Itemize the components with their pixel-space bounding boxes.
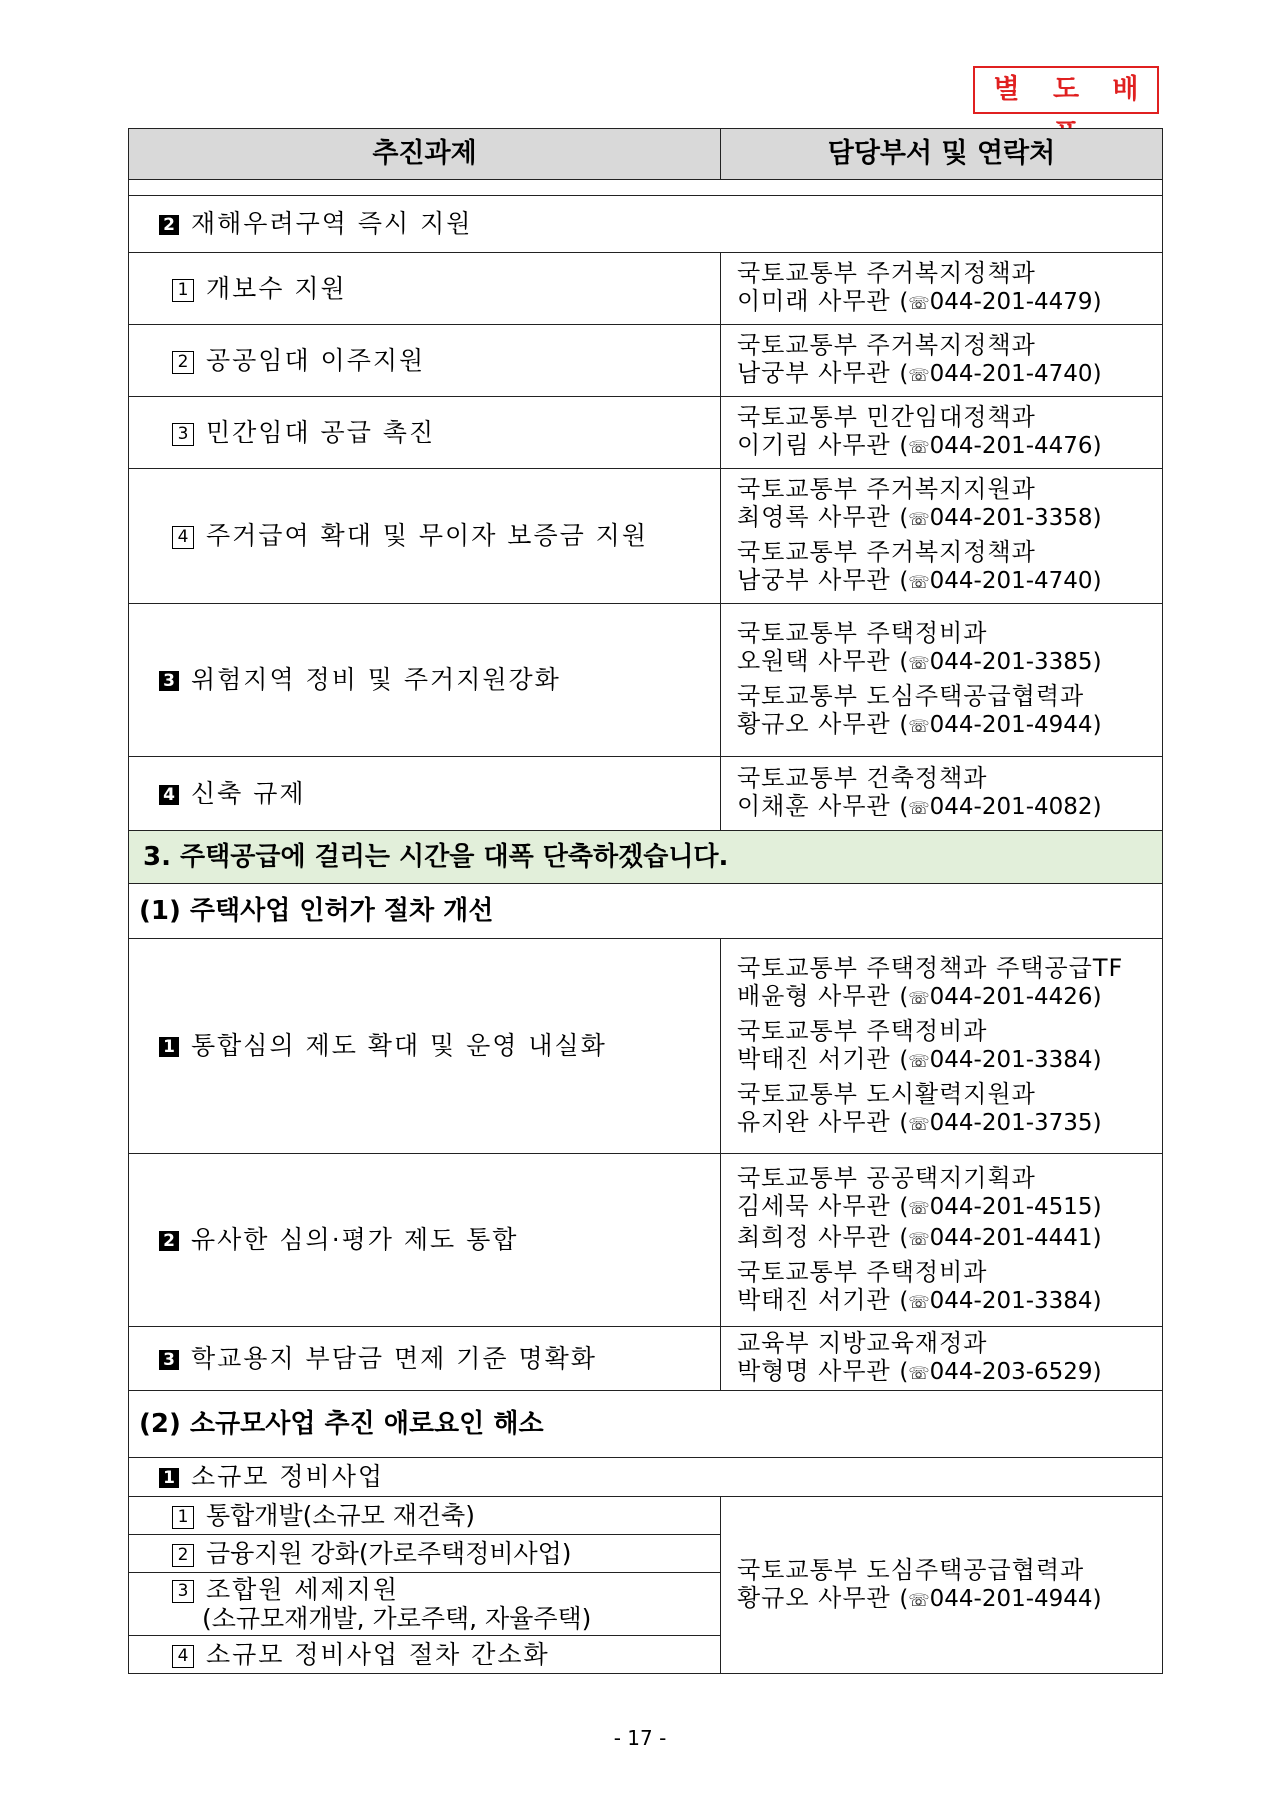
contact-cell: 국토교통부 공공택지기획과 김세묵 사무관 (☏044-201-4515) 최희정 사무관 (☏044-201-4441) 국토교통부 주택정비과 박태진 서기관 (☏044-201-3384): [721, 1154, 1163, 1327]
contact-phone: 044-201-4740: [929, 568, 1093, 594]
task-title: 재해우려구역 즉시 지원: [191, 209, 473, 239]
table-row: [129, 196, 1163, 253]
filled-number-badge: 3: [159, 671, 179, 691]
contact-cell: 국토교통부 주거복지지원과 최영록 사무관 (☏044-201-3358) 국토교통부 주거복지정책과 남궁부 사무관 (☏044-201-4740): [721, 469, 1163, 604]
contact-dept: 국토교통부 건축정책과: [737, 764, 988, 792]
contact-phone: 044-201-4740: [929, 361, 1093, 387]
contact-cell: 국토교통부 민간임대정책과 이기림 사무관 (☏044-201-4476): [721, 397, 1163, 469]
contact-person: 김세묵 사무관: [737, 1191, 891, 1220]
phone-icon: ☏: [908, 438, 930, 458]
section-row: [129, 831, 1163, 884]
contact-dept: 국토교통부 주거복지정책과: [737, 259, 1036, 287]
outlined-number-badge: 3: [172, 1580, 194, 1603]
contact-dept: 국토교통부 주택정비과: [737, 1016, 988, 1045]
phone-icon: ☏: [908, 1051, 930, 1072]
subtask-title: 공공임대 이주지원: [206, 345, 426, 375]
task-title: 통합심의 제도 확대 및 운영 내실화: [191, 1031, 607, 1061]
subtask-title: 조합원 세제지원: [206, 1574, 399, 1604]
filled-number-badge: 2: [159, 215, 179, 235]
table-row: [129, 469, 1163, 604]
contact-person: 최희정 사무관: [737, 1222, 891, 1251]
subsection-title: (1) 주택사업 인허가 절차 개선: [129, 884, 1163, 939]
task-contact-table: [128, 128, 1163, 1674]
task-title: 유사한 심의·평가 제도 통합: [191, 1225, 519, 1255]
contact-person: 남궁부 사무관: [737, 359, 891, 387]
contact-phone: 044-201-3735: [929, 1109, 1093, 1136]
contact-dept: 국토교통부 주거복지정책과: [737, 538, 1036, 566]
contact-cell: 국토교통부 도심주택공급협력과 황규오 사무관 (☏044-201-4944): [721, 1497, 1163, 1674]
table-row: [129, 1458, 1163, 1497]
phone-icon: ☏: [908, 717, 930, 737]
distribution-stamp: 별 도 배: [973, 66, 1159, 114]
contact-person: 이채훈 사무관: [737, 792, 891, 820]
task-title: 소규모 정비사업: [191, 1462, 384, 1492]
contact-cell: 국토교통부 건축정책과 이채훈 사무관 (☏044-201-4082): [721, 757, 1163, 831]
table-header-row: [129, 129, 1163, 180]
contact-person: 박태진 서기관: [737, 1044, 891, 1073]
outlined-number-badge: 4: [172, 526, 194, 549]
contact-phone: 044-203-6529: [929, 1359, 1093, 1385]
contact-person: 박형명 사무관: [737, 1357, 891, 1385]
phone-icon: ☏: [908, 1590, 930, 1611]
subsection-title: (2) 소규모사업 추진 애로요인 해소: [129, 1391, 1163, 1458]
contact-person: 황규오 사무관: [737, 1583, 891, 1612]
contact-phone: 044-201-3385: [929, 649, 1093, 675]
subtask-title: 소규모 정비사업 절차 간소화: [206, 1639, 550, 1669]
contact-person: 최영록 사무관: [737, 503, 891, 531]
phone-icon: ☏: [908, 510, 930, 530]
header-task: 추진과제: [129, 129, 721, 180]
phone-icon: ☏: [908, 366, 930, 386]
contact-phone: 044-201-4515: [929, 1193, 1093, 1220]
contact-phone: 044-201-4441: [929, 1224, 1093, 1251]
page-number: - 17 -: [613, 1726, 667, 1750]
contact-dept: 국토교통부 도시활력지원과: [737, 1079, 1036, 1108]
contact-person: 이기림 사무관: [737, 431, 891, 459]
table-row: [129, 604, 1163, 757]
phone-icon: ☏: [908, 1229, 930, 1250]
contact-phone: 044-201-4476: [929, 433, 1093, 459]
subsection-row: [129, 884, 1163, 939]
contact-phone: 044-201-4082: [929, 794, 1093, 820]
table-row: [129, 253, 1163, 325]
contact-phone: 044-201-4944: [929, 1585, 1093, 1612]
table-row: [129, 939, 1163, 1154]
outlined-number-badge: 2: [172, 1544, 194, 1567]
subtask-title: 개보수 지원: [206, 273, 347, 303]
contact-dept: 국토교통부 민간임대정책과: [737, 403, 1036, 431]
table-row: [129, 1154, 1163, 1327]
contact-dept: 국토교통부 도심주택공급협력과: [737, 682, 1085, 710]
filled-number-badge: 4: [159, 785, 179, 805]
contact-phone: 044-201-4479: [929, 289, 1093, 315]
contact-person: 박태진 서기관: [737, 1285, 891, 1314]
contact-person: 오원택 사무관: [737, 647, 891, 675]
phone-icon: ☏: [908, 1198, 930, 1219]
outlined-number-badge: 1: [172, 279, 194, 302]
contact-person: 유지완 사무관: [737, 1107, 891, 1136]
contact-phone: 044-201-3384: [929, 1046, 1093, 1073]
task-title: 학교용지 부담금 면제 기준 명확화: [191, 1343, 597, 1373]
contact-dept: 국토교통부 주택정비과: [737, 619, 988, 647]
filled-number-badge: 2: [159, 1231, 179, 1251]
subsection-row: [129, 1391, 1163, 1458]
outlined-number-badge: 2: [172, 351, 194, 374]
contact-dept: 국토교통부 공공택지기획과: [737, 1163, 1036, 1192]
contact-dept: 국토교통부 주거복지정책과: [737, 331, 1036, 359]
contact-phone: 044-201-4944: [929, 712, 1093, 738]
contact-phone: 044-201-3384: [929, 1287, 1093, 1314]
subtask-note: (소규모재개발, 가로주택, 자율주택): [202, 1604, 592, 1633]
contact-cell: 국토교통부 주거복지정책과 이미래 사무관 (☏044-201-4479): [721, 253, 1163, 325]
subtask-title: 통합개발(소규모 재건축): [206, 1500, 475, 1530]
table-row: [129, 325, 1163, 397]
contact-cell: 국토교통부 주거복지정책과 남궁부 사무관 (☏044-201-4740): [721, 325, 1163, 397]
phone-icon: ☏: [908, 1292, 930, 1313]
subtask-title: 민간임대 공급 촉진: [206, 417, 436, 447]
contact-person: 이미래 사무관: [737, 287, 891, 315]
task-title: 위험지역 정비 및 주거지원강화: [191, 665, 561, 695]
outlined-number-badge: 4: [172, 1645, 194, 1668]
outlined-number-badge: 1: [172, 1506, 194, 1529]
contact-dept: 국토교통부 주택정비과: [737, 1257, 988, 1286]
section-title: 3. 주택공급에 걸리는 시간을 대폭 단축하겠습니다.: [129, 831, 1163, 884]
contact-dept: 국토교통부 도심주택공급협력과: [737, 1555, 1085, 1584]
phone-icon: ☏: [908, 573, 930, 593]
phone-icon: ☏: [908, 799, 930, 819]
table-row: [129, 397, 1163, 469]
phone-icon: ☏: [908, 294, 930, 314]
spacer-row: [129, 180, 1163, 196]
filled-number-badge: 3: [159, 1350, 179, 1370]
phone-icon: ☏: [908, 988, 930, 1009]
contact-person: 황규오 사무관: [737, 710, 891, 738]
filled-number-badge: 1: [159, 1468, 179, 1488]
contact-dept: 교육부 지방교육재정과: [737, 1329, 988, 1357]
phone-icon: ☏: [908, 1364, 930, 1384]
table-row: [129, 757, 1163, 831]
contact-cell: 교육부 지방교육재정과 박형명 사무관 (☏044-203-6529): [721, 1327, 1163, 1391]
subtask-title: 금융지원 강화(가로주택정비사업): [206, 1538, 572, 1568]
phone-icon: ☏: [908, 654, 930, 674]
outlined-number-badge: 3: [172, 423, 194, 446]
filled-number-badge: 1: [159, 1037, 179, 1057]
table-row: [129, 1497, 1163, 1535]
header-contact: 담당부서 및 연락처: [721, 129, 1163, 180]
contact-cell: 국토교통부 주택정책과 주택공급TF 배윤형 사무관 (☏044-201-4426) 국토교통부 주택정비과 박태진 서기관 (☏044-201-3384) 국토교통부 도시활력지원과 유지완 사무관 (☏044-201-3735): [721, 939, 1163, 1154]
contact-person: 남궁부 사무관: [737, 566, 891, 594]
table-row: [129, 1327, 1163, 1391]
contact-phone: 044-201-3358: [929, 505, 1093, 531]
contact-phone: 044-201-4426: [929, 983, 1093, 1010]
contact-dept: 국토교통부 주거복지지원과: [737, 475, 1036, 503]
subtask-title: 주거급여 확대 및 무이자 보증금 지원: [206, 521, 648, 551]
contact-dept: 국토교통부 주택정책과 주택공급TF: [737, 953, 1124, 982]
contact-cell: 국토교통부 주택정비과 오원택 사무관 (☏044-201-3385) 국토교통부 도심주택공급협력과 황규오 사무관 (☏044-201-4944): [721, 604, 1163, 757]
phone-icon: ☏: [908, 1114, 930, 1135]
contact-person: 배윤형 사무관: [737, 981, 891, 1010]
task-title: 신축 규제: [191, 778, 306, 808]
